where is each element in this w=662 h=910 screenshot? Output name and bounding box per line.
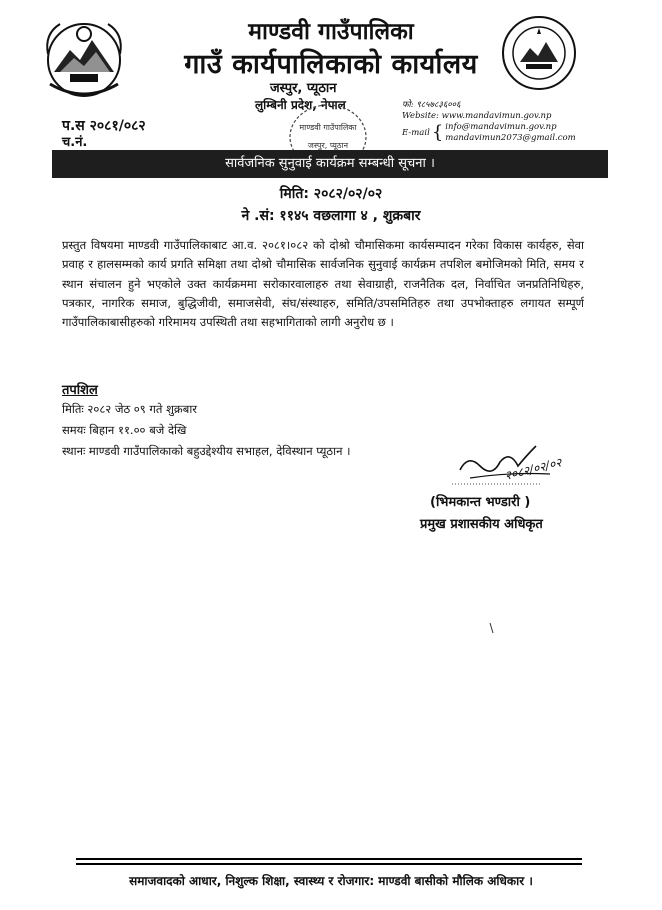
contact-website: Website: www.mandavimun.gov.np: [402, 111, 552, 121]
nepal-sambat-date: ने .सं: ११४५ वछलागा ४ , शुक्रबार: [241, 208, 421, 224]
footer-rule: [76, 858, 582, 860]
tapashil-title: तपशिल: [62, 383, 98, 398]
contact-phone: फो: ९८५७८३६००६: [402, 100, 461, 110]
office-name: गाउँ कार्यपालिकाको कार्यालय: [184, 49, 478, 80]
place: जस्पुर, प्यूठान: [270, 81, 337, 96]
signature-date: २०८२/०२/०२: [503, 455, 564, 483]
stray-mark-icon: [489, 622, 495, 634]
contact-block: फो: ९८५७८३६००६ Website: www.mandavimun.gov.np E-mail { info@mandavimun.gov.np mandavimun2073@gmail.com: [402, 100, 576, 143]
contact-email-2: mandavimun2073@gmail.com: [445, 133, 576, 143]
signatory-title: प्रमुख प्रशासकीय अधिकृत: [420, 517, 543, 532]
tapashil-date: मितिः २०८२ जेठ ०९ गते शुक्रबार: [62, 402, 198, 416]
footer-rule: [76, 863, 582, 865]
notice-banner: सार्वजनिक सुनुवाई कार्यक्रम सम्बन्धी सूचना ।: [52, 150, 608, 178]
footer-slogan: समाजवादको आधार, निशुल्क शिक्षा, स्वास्थ्य र रोजगार: माण्डवी बासीको मौलिक अधिकार ।: [129, 874, 533, 888]
notice-body: प्रस्तुत विषयमा माण्डवी गाउँपालिकाबाट आ.व. २०८१।०८२ को दोश्रो चौमासिकमा कार्यसम्पादन गरेका विकास कार्यहरु, सेवा प्रवाह र हालसम्मको कार्य प्रगति समिक्षा तथा दोश्रो चौमासिक सार्वजनिक सुनुवाई कार्यक्रम तपशिल बमोजिमको मिति, समय र स्थान संचालन हुने भएकोले उक्त कार्यक्रममा सरोकारवालाहरु तथा सेवाग्राही, राजनैतिक दल, निर्वाचित जनप्रतिनिधिहरु, पत्रकार, नागरिक समाज, बुद्धिजीवी, समाजसेवी, संघ/संस्थाहरु, समिति/उपसमितिहरु तथा उपभोक्ताहरु लगायत सम्पूर्ण गाउँपालिकाबासीहरुको गरिमामय उपस्थिती तथा सहभागिताको लागी अनुरोध छ ।: [62, 238, 584, 330]
tapashil-time: समयः बिहान ११.०० बजे देखि: [62, 423, 187, 437]
notice-date: मिति: २०८२/०२/०२: [279, 186, 383, 202]
org-name: माण्डवी गाउँपालिका: [248, 19, 414, 45]
signature-icon: [440, 436, 600, 492]
tapashil-venue: स्थानः माण्डवी गाउँपालिकाको बहुउद्देश्यीय सभाहल, देविस्थान प्यूठान ।: [62, 444, 351, 458]
signatory-name: (भिमकान्त भण्डारी ): [430, 495, 531, 510]
stamp-place: जस्पुर, प्यूठान: [307, 141, 349, 150]
chalani-number: च.नं.: [62, 135, 88, 150]
contact-email-1: info@mandavimun.gov.np: [445, 122, 557, 132]
contact-email-label: E-mail: [402, 127, 430, 138]
province: लुम्बिनी प्रदेश, नेपाल: [255, 98, 346, 112]
patra-sankhya: प.स २०८१/०८२: [62, 118, 146, 134]
municipality-logo-icon: [500, 14, 578, 92]
stamp-text: माण्डवी गाउँपालिका: [299, 123, 357, 132]
